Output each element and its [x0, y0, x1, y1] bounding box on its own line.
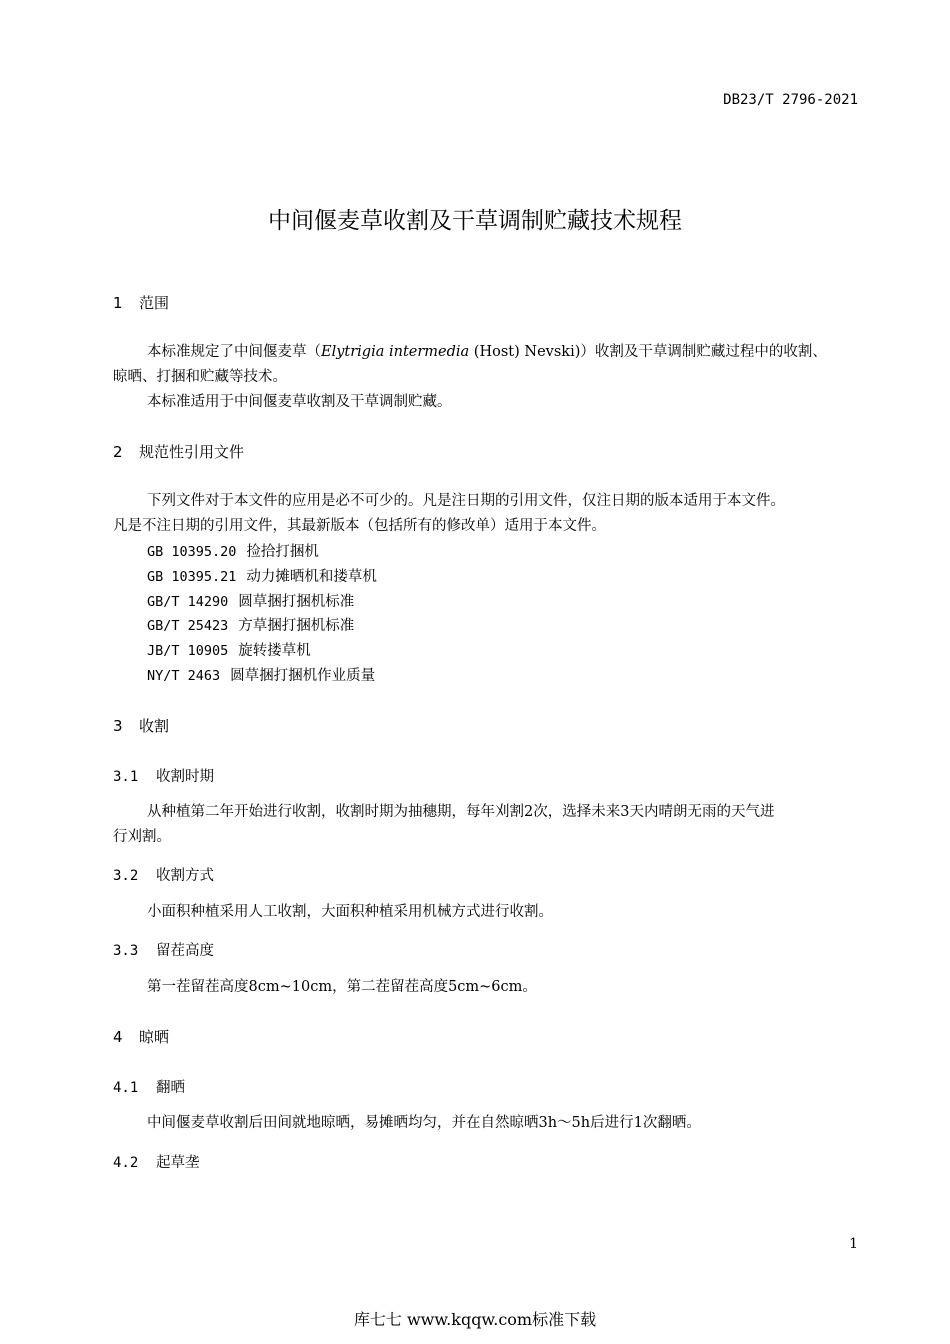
reference-name: 旋转搂草机 [238, 643, 311, 659]
normative-refs-intro-line2: 凡是不注日期的引用文件，其最新版本（包括所有的修改单）适用于本文件。 [113, 518, 606, 534]
subsection-number: 3.2 [113, 868, 139, 884]
subsection-number: 4.2 [113, 1155, 139, 1171]
normative-refs-intro-line1: 下列文件对于本文件的应用是必不可少的。凡是注日期的引用文件，仅注日期的版本适用于本文件。 [147, 493, 785, 509]
subsection-title: 收割方式 [156, 868, 214, 884]
reference-item [147, 540, 319, 561]
subsection-title: 起草垄 [156, 1155, 200, 1171]
latin-name: Elytrigia intermedia [321, 344, 470, 360]
document-title: 中间偃麦草收割及干草调制贮藏技术规程 [268, 208, 682, 234]
reference-code: GB/T 25423 [147, 618, 229, 634]
section-number: 1 [113, 294, 123, 312]
text-run: 本标准规定了中间偃麦草（ [147, 344, 321, 360]
subsection-number: 4.1 [113, 1080, 139, 1096]
scope-applicability: 本标准适用于中间偃麦草收割及干草调制贮藏。 [147, 394, 452, 410]
section-title: 规范性引用文件 [139, 443, 245, 461]
section-number: 3 [113, 717, 123, 735]
section-title: 范围 [139, 294, 170, 312]
reference-name: 圆草捆打捆机作业质量 [230, 668, 376, 684]
section-title: 收割 [139, 717, 170, 735]
section-title: 晾晒 [139, 1028, 170, 1046]
scope-paragraph-line2: 晾晒、打捆和贮藏等技术。 [113, 369, 287, 385]
reference-item [147, 614, 354, 635]
reference-code: NY/T 2463 [147, 668, 221, 684]
page-number: 1 [849, 1236, 858, 1252]
stubble-height-text: 第一茬留茬高度8cm~10cm，第二茬留茬高度5cm~6cm。 [147, 979, 537, 995]
section-number: 2 [113, 443, 123, 461]
standard-code: DB23/T 2796-2021 [723, 92, 858, 108]
reference-code: JB/T 10905 [147, 643, 229, 659]
subsection-4-2-heading [113, 1151, 200, 1172]
section-2-heading [113, 441, 244, 462]
reference-code: GB 10395.21 [147, 569, 237, 585]
reference-name: 方草捆打捆机标准 [238, 618, 355, 634]
reference-item [147, 590, 354, 611]
section-1-heading [113, 292, 169, 313]
reference-name: 捡拾打捆机 [246, 544, 319, 560]
subsection-number: 3.1 [113, 769, 139, 785]
harvest-period-line2: 行刈割。 [113, 829, 171, 845]
subsection-3-1-heading [113, 765, 214, 786]
text-run: (Host) Nevski)）收割及干草调制贮藏过程中的收割、 [469, 344, 827, 360]
section-number: 4 [113, 1028, 123, 1046]
subsection-3-2-heading [113, 864, 214, 885]
reference-item [147, 565, 377, 586]
footer-watermark: 库七七 www.kqqw.com标准下载 [353, 1310, 597, 1329]
reference-item [147, 639, 311, 660]
section-4-heading [113, 1026, 169, 1047]
subsection-title: 留茬高度 [156, 943, 214, 959]
reference-item [147, 664, 375, 685]
section-3-heading [113, 715, 169, 736]
reference-name: 圆草捆打捆机标准 [238, 594, 355, 610]
subsection-number: 3.3 [113, 943, 139, 959]
harvest-method-text: 小面积种植采用人工收割，大面积种植采用机械方式进行收割。 [147, 904, 553, 920]
reference-code: GB 10395.20 [147, 544, 237, 560]
reference-code: GB/T 14290 [147, 594, 229, 610]
subsection-title: 收割时期 [156, 769, 214, 785]
subsection-4-1-heading [113, 1076, 185, 1097]
scope-paragraph-line1 [147, 340, 827, 365]
subsection-3-3-heading [113, 939, 214, 960]
subsection-title: 翻晒 [156, 1080, 185, 1096]
reference-name: 动力摊晒机和搂草机 [246, 569, 377, 585]
turning-text: 中间偃麦草收割后田间就地晾晒，易摊晒均匀，并在自然晾晒3h～5h后进行1次翻晒。 [147, 1115, 701, 1131]
harvest-period-line1: 从种植第二年开始进行收割，收割时期为抽穗期，每年刈割2次，选择未来3天内晴朗无雨的天气进 [147, 804, 775, 820]
